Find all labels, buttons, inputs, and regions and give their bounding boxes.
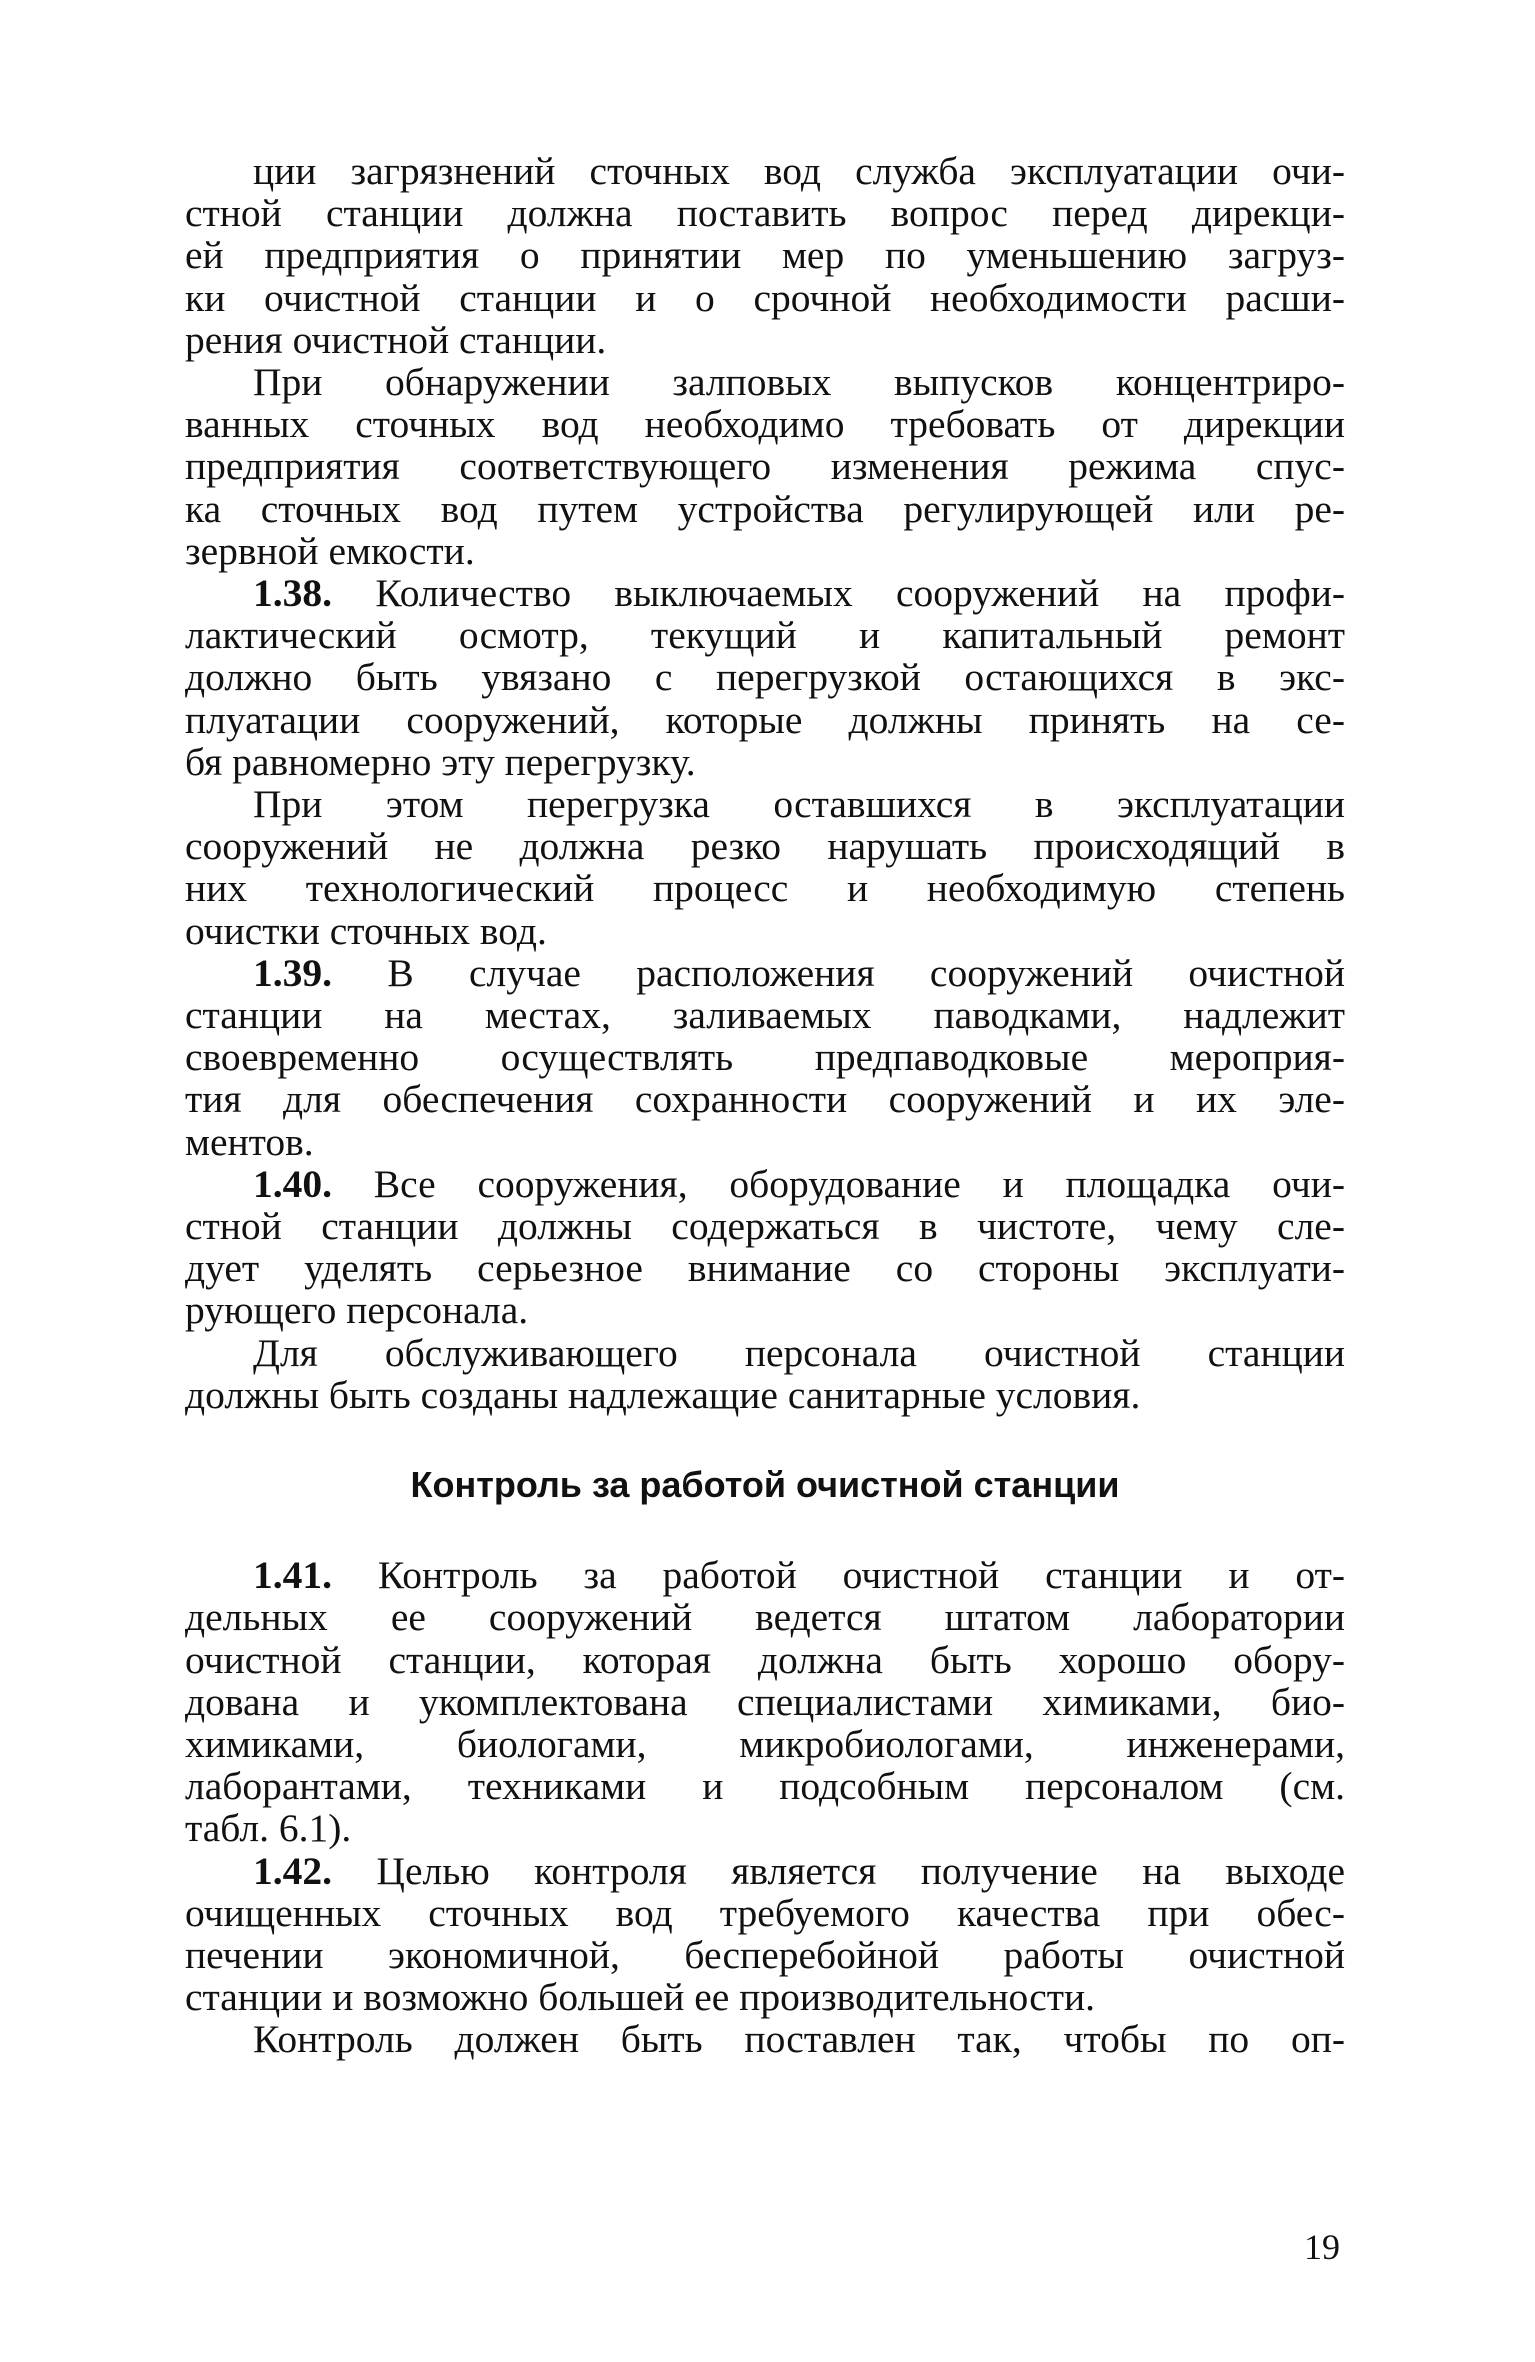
line-text: Все сооружения, оборудование и площадка очи- (373, 1161, 1345, 1206)
paragraph (185, 150, 1345, 361)
text-line (185, 1976, 1345, 2018)
text-line (185, 783, 1345, 825)
text-line (185, 277, 1345, 319)
text-line (185, 614, 1345, 656)
line-text: зервной емкости. (185, 528, 475, 573)
line-text: Контроль за работой очистной станции и от- (377, 1553, 1345, 1598)
line-text: дельных ее сооружений ведется штатом лаборатории (185, 1595, 1345, 1640)
body-text-bottom (185, 1554, 1345, 2060)
text-line (185, 1332, 1345, 1374)
text-line (185, 1892, 1345, 1934)
text-line (185, 1554, 1345, 1596)
line-text: станции на местах, заливаемых паводками, надлежит (185, 993, 1345, 1038)
paragraph (185, 783, 1345, 952)
text-line (185, 656, 1345, 698)
line-text: них технологический процесс и необходимую степень (185, 866, 1345, 911)
text-line (185, 1765, 1345, 1807)
clause-number: 1.42. (253, 1848, 332, 1893)
paragraph (185, 361, 1345, 572)
line-text: ка сточных вод путем устройства регулирующей или ре- (185, 486, 1345, 531)
line-text: Для обслуживающего персонала очистной станции (253, 1330, 1345, 1375)
line-text: очищенных сточных вод требуемого качества при обес- (185, 1890, 1345, 1935)
line-text: печении экономичной, бесперебойной работы очистной (185, 1932, 1345, 1977)
line-text: Количество выключаемых сооружений на профи- (375, 571, 1346, 616)
line-text: химиками, биологами, микробиологами, инженерами, (185, 1721, 1345, 1766)
text-line (185, 1078, 1345, 1120)
line-text: стной станции должна поставить вопрос перед дирекци- (185, 191, 1345, 236)
paragraph (185, 952, 1345, 1163)
line-text: ванных сточных вод необходимо требовать от дирекции (185, 402, 1345, 447)
line-text: сооружений не должна резко нарушать происходящий в (185, 824, 1345, 869)
line-text: ции загрязнений сточных вод служба эксплуатации очи- (253, 149, 1345, 193)
text-line (185, 1807, 1345, 1849)
text-line (185, 1681, 1345, 1723)
document-page (185, 150, 1345, 2061)
line-text: При обнаружении залповых выпусков концентриро- (253, 360, 1345, 405)
text-line (185, 699, 1345, 741)
text-line (185, 403, 1345, 445)
paragraph (185, 1554, 1345, 1849)
page-number: 19 (1304, 2227, 1340, 2267)
line-text: табл. 6.1). (185, 1806, 352, 1851)
section-heading: Контроль за работой очистной станции (410, 1464, 1120, 1506)
clause-number: 1.38. (253, 571, 332, 616)
paragraph (185, 1332, 1345, 1416)
line-text: стной станции должны содержаться в чистоте, чему сле- (185, 1204, 1345, 1249)
line-text: лактический осмотр, текущий и капитальный ремонт (185, 613, 1345, 658)
text-line (185, 572, 1345, 614)
line-text: своевременно осуществлять предпаводковые мероприя- (185, 1035, 1345, 1080)
line-text: ки очистной станции и о срочной необходимости расши- (185, 275, 1345, 320)
line-text: ей предприятия о принятии мер по уменьшению загруз- (185, 233, 1345, 278)
text-line (185, 1374, 1345, 1416)
text-line (185, 361, 1345, 403)
text-line (185, 1723, 1345, 1765)
text-line (185, 2018, 1345, 2060)
line-text: рения очистной станции. (185, 317, 607, 362)
text-line (185, 1850, 1345, 1892)
text-line (185, 1205, 1345, 1247)
line-text: Контроль должен быть поставлен так, чтобы по оп- (253, 2017, 1345, 2062)
line-text: должно быть увязано с перегрузкой остающихся в экс- (185, 655, 1345, 700)
text-line (185, 1163, 1345, 1205)
text-line (185, 867, 1345, 909)
text-line (185, 952, 1345, 994)
line-text: В случае расположения сооружений очистной (387, 950, 1345, 995)
text-line (185, 741, 1345, 783)
text-line (185, 1036, 1345, 1078)
paragraph (185, 2018, 1345, 2060)
text-line (185, 319, 1345, 361)
text-line (185, 234, 1345, 276)
line-text: дует уделять серьезное внимание со стороны эксплуати- (185, 1246, 1345, 1291)
line-text: тия для обеспечения сохранности сооружений и их эле- (185, 1077, 1345, 1122)
text-line (185, 488, 1345, 530)
clause-number: 1.40. (253, 1161, 332, 1206)
text-line (185, 825, 1345, 867)
line-text: предприятия соответствующего изменения режима спус- (185, 444, 1345, 489)
line-text: При этом перегрузка оставшихся в эксплуатации (253, 782, 1345, 827)
text-line (185, 1934, 1345, 1976)
line-text: станции и возможно большей ее производительности. (185, 1975, 1096, 2020)
line-text: рующего персонала. (185, 1288, 529, 1333)
text-line (185, 910, 1345, 952)
text-line (185, 1247, 1345, 1289)
text-line (185, 1639, 1345, 1681)
line-text: очистной станции, которая должна быть хорошо обору- (185, 1637, 1345, 1682)
text-line (185, 994, 1345, 1036)
text-line (185, 530, 1345, 572)
clause-number: 1.39. (253, 950, 332, 995)
line-text: Целью контроля является получение на выходе (376, 1848, 1345, 1893)
line-text: должны быть созданы надлежащие санитарные условия. (185, 1372, 1141, 1417)
text-line (185, 192, 1345, 234)
paragraph (185, 1163, 1345, 1332)
line-text: очистки сточных вод. (185, 908, 547, 953)
line-text: плуатации сооружений, которые должны принять на се- (185, 697, 1345, 742)
text-line (185, 1596, 1345, 1638)
line-text: лаборантами, техниками и подсобным персоналом (см. (185, 1764, 1345, 1809)
line-text: дована и укомплектована специалистами химиками, био- (185, 1679, 1345, 1724)
text-line (185, 445, 1345, 487)
text-line (185, 1121, 1345, 1163)
text-line (185, 150, 1345, 192)
line-text: ментов. (185, 1119, 314, 1164)
clause-number: 1.41. (253, 1553, 332, 1598)
paragraph (185, 572, 1345, 783)
text-line (185, 1289, 1345, 1331)
paragraph (185, 1850, 1345, 2019)
body-text-top (185, 150, 1345, 1416)
line-text: бя равномерно эту перегрузку. (185, 739, 696, 784)
